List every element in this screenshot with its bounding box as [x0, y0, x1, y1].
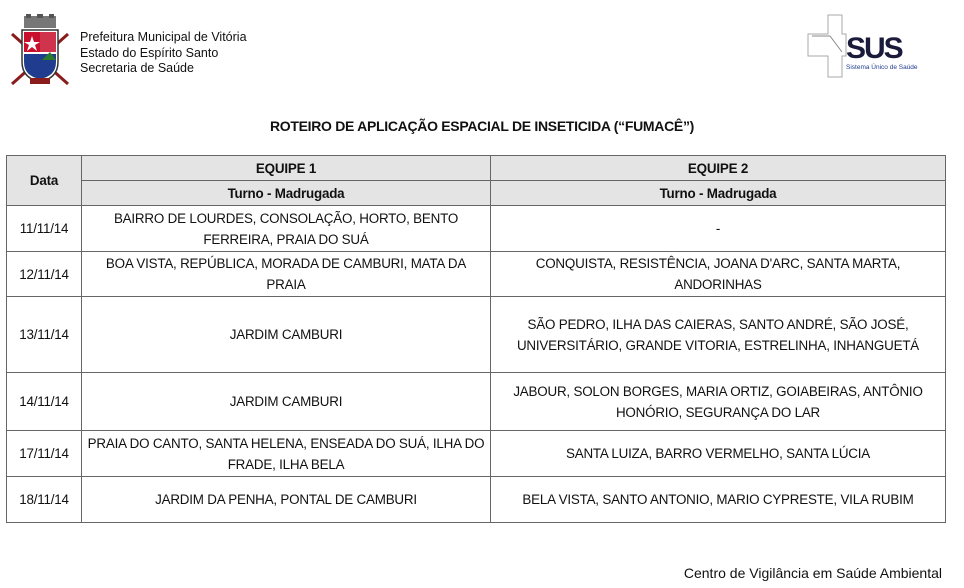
team-1-neighborhoods-cell: BOA VISTA, REPÚBLICA, MORADA DE CAMBURI, MATA DA PRAIA — [82, 252, 491, 297]
team-2-neighborhoods-cell: - — [491, 206, 946, 252]
team-1-neighborhoods-cell: JARDIM DA PENHA, PONTAL DE CAMBURI — [82, 477, 491, 523]
team-2-neighborhoods-cell: CONQUISTA, RESISTÊNCIA, JOANA D'ARC, SANTA MARTA, ANDORINHAS — [491, 252, 946, 297]
header-shift-1: Turno - Madrugada — [82, 181, 491, 206]
organization-header — [80, 30, 247, 77]
table-row — [7, 477, 946, 523]
footer-department: Centro de Vigilância em Saúde Ambiental — [683, 565, 942, 581]
team-2-neighborhoods-cell: SÃO PEDRO, ILHA DAS CAIERAS, SANTO ANDRÉ, SÃO JOSÉ, UNIVERSITÁRIO, GRANDE VITORIA, ESTRELINHA, INHANGUETÁ — [491, 297, 946, 373]
org-line: Prefeitura Municipal de Vitória — [80, 30, 247, 44]
page-title: ROTEIRO DE APLICAÇÃO ESPACIAL DE INSETICIDA (“FUMACÊ”) — [269, 118, 695, 134]
header-team-1: EQUIPE 1 — [82, 156, 491, 181]
team-1-neighborhoods-cell: JARDIM CAMBURI — [82, 297, 491, 373]
table-row — [7, 431, 946, 477]
header-shift-2: Turno - Madrugada — [491, 181, 946, 206]
table-header-row — [7, 156, 946, 181]
team-1-neighborhoods-cell: PRAIA DO CANTO, SANTA HELENA, ENSEADA DO SUÁ, ILHA DO FRADE, ILHA BELA — [82, 431, 491, 477]
team-1-neighborhoods-cell: JARDIM CAMBURI — [82, 373, 491, 431]
org-line: Estado do Espírito Santo — [80, 45, 219, 60]
date-cell: 13/11/14 — [7, 297, 82, 373]
header-date: Data — [7, 156, 82, 206]
table-row — [7, 252, 946, 297]
team-2-neighborhoods-cell: SANTA LUIZA, BARRO VERMELHO, SANTA LÚCIA — [491, 431, 946, 477]
org-line: Secretaria de Saúde — [80, 61, 194, 75]
svg-text:Sistema Único de Saúde: Sistema Único de Saúde — [846, 64, 918, 71]
table-row — [7, 297, 946, 373]
header-team-2: EQUIPE 2 — [491, 156, 946, 181]
svg-text:SUS: SUS — [846, 32, 902, 65]
date-cell: 18/11/14 — [7, 477, 82, 523]
date-cell: 17/11/14 — [7, 431, 82, 477]
table-subheader-row — [7, 181, 946, 206]
team-2-neighborhoods-cell: BELA VISTA, SANTO ANTONIO, MARIO CYPRESTE, VILA RUBIM — [491, 477, 946, 523]
date-cell: 12/11/14 — [7, 252, 82, 297]
table-row — [7, 373, 946, 431]
team-2-neighborhoods-cell: JABOUR, SOLON BORGES, MARIA ORTIZ, GOIABEIRAS, ANTÔNIO HONÓRIO, SEGURANÇA DO LAR — [491, 373, 946, 431]
vitoria-coat-of-arms-logo — [8, 14, 72, 88]
sus-logo — [806, 14, 936, 78]
schedule-table — [6, 155, 946, 523]
table-row — [7, 206, 946, 252]
date-cell: 14/11/14 — [7, 373, 82, 431]
team-1-neighborhoods-cell: BAIRRO DE LOURDES, CONSOLAÇÃO, HORTO, BENTO FERREIRA, PRAIA DO SUÁ — [82, 206, 491, 252]
date-cell: 11/11/14 — [7, 206, 82, 252]
